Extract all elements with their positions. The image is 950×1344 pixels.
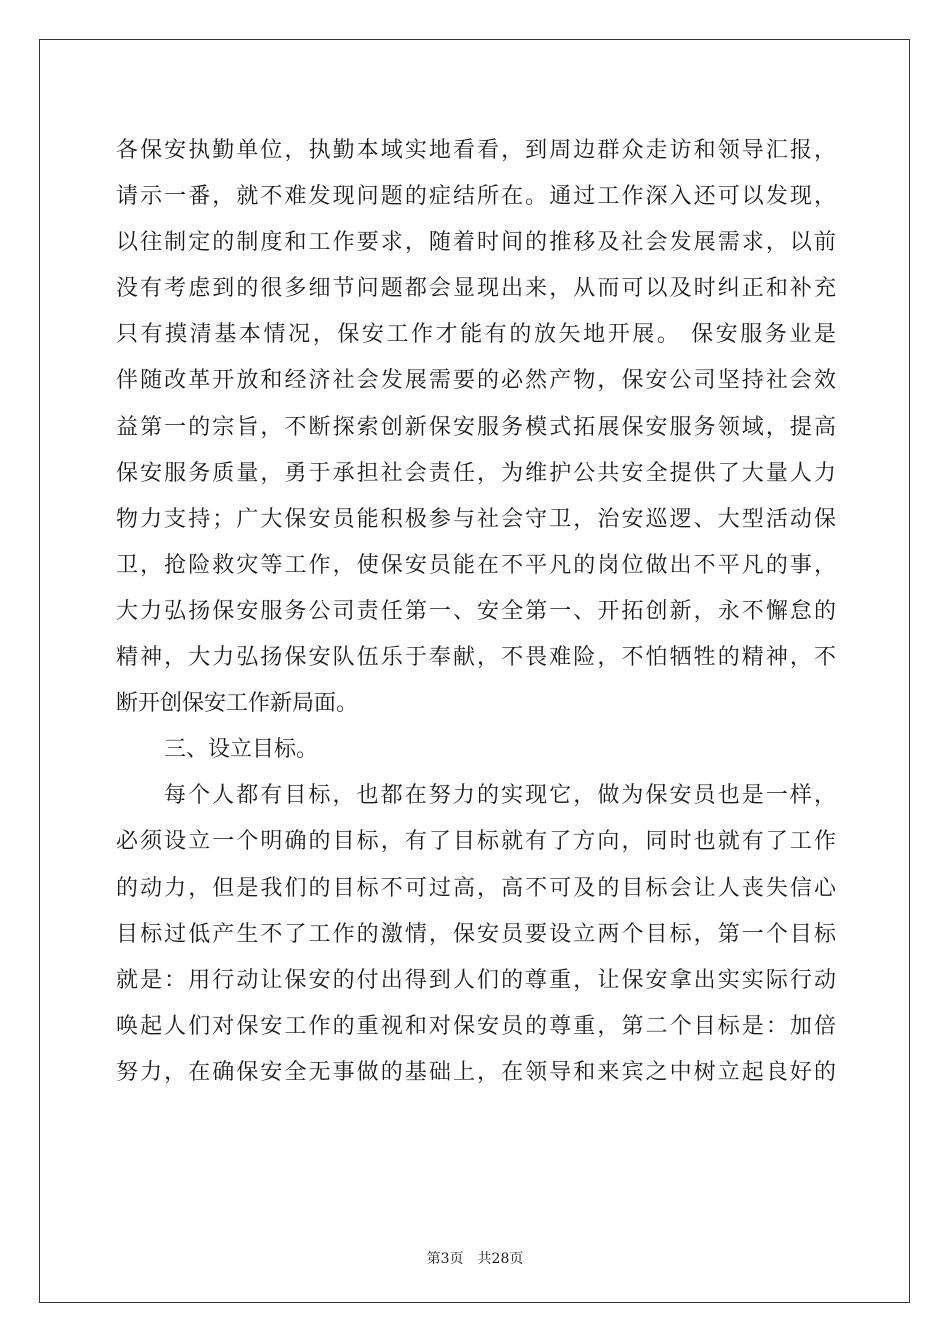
text-line: 努力，在确保安全无事做的基础上，在领导和来宾之中树立起良好的: [116, 1059, 836, 1085]
text-line: 唤起人们对保安工作的重视和对保安员的尊重，第二个目标是：加倍: [116, 1013, 836, 1039]
text-line: 没有考虑到的很多细节问题都会显现出来，从而可以及时纠正和补充: [116, 276, 836, 302]
text-line: 保安服务质量，勇于承担社会责任，为维护公共安全提供了大量人力: [116, 460, 836, 486]
text-line: 大力弘扬保安服务公司责任第一、安全第一、开拓创新，永不懈怠的: [116, 598, 836, 624]
text-line: 只有摸清基本情况，保安工作才能有的放矢地开展。 保安服务业是: [116, 322, 836, 348]
text-line: 各保安执勤单位，执勤本域实地看看，到周边群众走访和领导汇报，: [116, 138, 836, 163]
section-heading: 三、设立目标。: [164, 737, 319, 763]
document-body: [116, 128, 836, 1096]
text-line: 目标过低产生不了工作的激情，保安员要设立两个目标，第一个目标: [116, 921, 836, 947]
text-line: 伴随改革开放和经济社会发展需要的必然产物，保安公司坚持社会效: [116, 368, 836, 394]
text-line: 必须设立一个明确的目标，有了目标就有了方向，同时也就有了工作: [116, 829, 836, 855]
text-line: 卫，抢险救灾等工作，使保安员能在不平凡的岗位做出不平凡的事，: [116, 552, 836, 578]
page-number-footer: 第3页 共28页: [426, 1251, 524, 1267]
text-line: 每个人都有目标，也都在努力的实现它，做为保安员也是一样，: [164, 783, 836, 809]
text-line: 的动力，但是我们的目标不可过高，高不可及的目标会让人丧失信心: [116, 875, 836, 901]
text-line: 物力支持；广大保安员能积极参与社会守卫，治安巡逻、大型活动保: [116, 506, 836, 532]
text-line: 断开创保安工作新局面。: [116, 691, 359, 717]
text-line: 益第一的宗旨，不断探索创新保安服务模式拓展保安服务领域，提高: [116, 414, 836, 440]
text-line: 精神，大力弘扬保安队伍乐于奉献，不畏难险，不怕牺牲的精神，不: [116, 645, 836, 671]
text-line: 请示一番，就不难发现问题的症结所在。通过工作深入还可以发现，: [116, 184, 836, 210]
text-line: 就是：用行动让保安的付出得到人们的尊重，让保安拿出实实际行动: [116, 967, 836, 993]
text-line: 以往制定的制度和工作要求，随着时间的推移及社会发展需求，以前: [116, 230, 836, 256]
